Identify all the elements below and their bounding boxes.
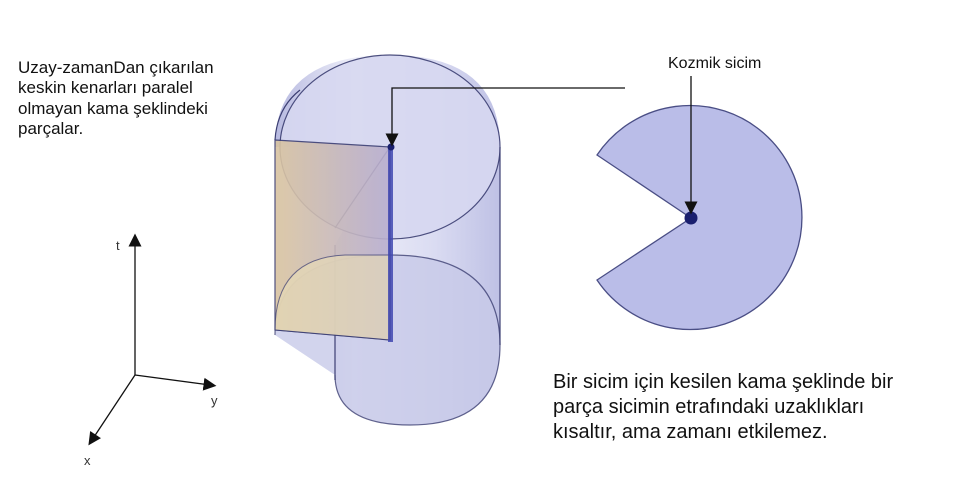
axis-label-x: x (84, 453, 91, 468)
cosmic-string-top-dot (388, 144, 395, 151)
cut-disk (597, 76, 802, 330)
caption-line: Bir sicim için kesilen kama şeklinde bir (553, 371, 894, 393)
caption (553, 370, 953, 445)
disk-shape (597, 106, 802, 330)
caption-line: parça sicimin etrafındaki uzaklıkları (553, 396, 865, 418)
axis-label-y: y (211, 393, 218, 408)
string-dot (685, 212, 698, 225)
wedge-annotation-line: parçalar. (18, 119, 84, 139)
wedge-annotation (18, 58, 278, 140)
axis-label-t: t (116, 238, 120, 253)
axes (92, 240, 210, 440)
wedge-annotation-line: Uzay-zamanDan çıkarılan (18, 58, 214, 77)
cosmic-string-label: Kozmik sicim (668, 55, 762, 72)
cosmic-string-line (388, 147, 393, 342)
caption-line: kısaltır, ama zamanı etkilemez. (553, 421, 828, 443)
x-axis (92, 375, 135, 440)
y-axis (135, 375, 210, 385)
wedge-annotation-line: keskin kenarları paralel (18, 78, 193, 98)
wedge-annotation-line: olmayan kama şeklindeki (18, 98, 208, 118)
